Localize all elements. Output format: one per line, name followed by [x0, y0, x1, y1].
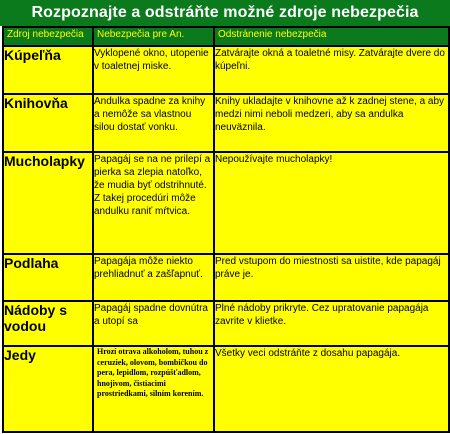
source-cell: Kúpeľňa	[3, 46, 93, 94]
danger-cell: Papagáj spadne dovnútra a utopí sa	[93, 301, 214, 346]
source-cell: Mucholapky	[3, 152, 93, 254]
hazard-table	[2, 26, 450, 433]
danger-cell: Hrozí otrava alkoholom, tuhou z ceruziek, olovom, bombičkou do pera, lepidlom, rozpúšťadlom, hnojivom, čistiacimi prostriedkami, silním korením.	[93, 346, 214, 432]
remedy-cell: Knihy ukladajte v knihovne až k zadnej stene, a aby medzi nimi neboli medzeri, aby sa andulka neuväznila.	[214, 94, 449, 152]
column-header-danger: Nebezpečia pre An.	[93, 27, 214, 46]
remedy-cell: Pred vstupom do miestnosti sa uistite, kde papagáj práve je.	[214, 254, 449, 301]
table-row	[3, 94, 449, 152]
remedy-cell: Všetky veci odstráňte z dosahu papagája.	[214, 346, 449, 432]
danger-cell: Papagáj se na ne prilepí a pierka sa zlepia natoľko, že mudia byť odstrihnuté. Z takej procedúri môže andulku raniť mŕtvica.	[93, 152, 214, 254]
table-row	[3, 301, 449, 346]
remedy-cell: Nepoužívajte mucholapky!	[214, 152, 449, 254]
page-title: Rozpoznajte a odstráňte možné zdroje nebezpečia	[0, 0, 450, 26]
source-cell: Podlaha	[3, 254, 93, 301]
header-row	[3, 27, 449, 46]
table-row	[3, 46, 449, 94]
danger-cell: Andulka spadne za knihy a nemôže sa vlastnou silou dostať vonku.	[93, 94, 214, 152]
source-cell: Jedy	[3, 346, 93, 432]
table-row	[3, 346, 449, 432]
danger-cell: Papagája môže niekto prehliadnuť a zašľapnuť.	[93, 254, 214, 301]
table-row	[3, 152, 449, 254]
remedy-cell: Zatvárajte okná a toaletné misy. Zatvárajte dvere do kúpeľni.	[214, 46, 449, 94]
column-header-source: Zdroj nebezpečia	[3, 27, 93, 46]
source-cell: Nádoby s vodou	[3, 301, 93, 346]
table-row	[3, 254, 449, 301]
remedy-cell: Plné nádoby prikryte. Cez upratovanie papagája zavrite v klietke.	[214, 301, 449, 346]
column-header-remedy: Odstránenie nebezpečia	[214, 27, 449, 46]
source-cell: Knihovňa	[3, 94, 93, 152]
danger-cell: Vyklopené okno, utopenie v toaletnej miske.	[93, 46, 214, 94]
